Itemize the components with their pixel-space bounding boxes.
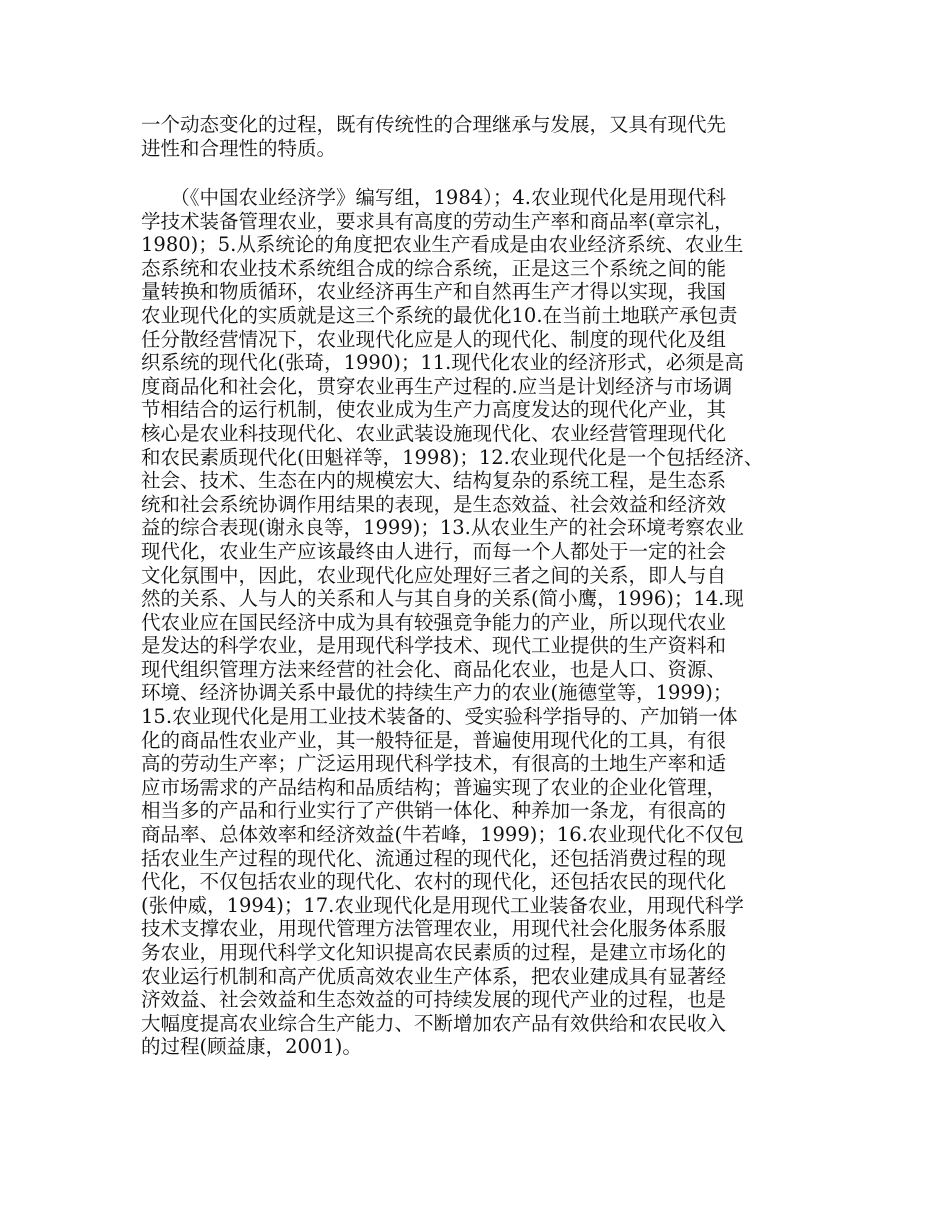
text-line: 应市场需求的产品结构和品质结构；普遍实现了农业的企业化管理， <box>141 775 727 799</box>
text-line: 括农业生产过程的现代化、流通过程的现代化，还包括消费过程的现 <box>141 846 727 870</box>
text-line: 现代组织管理方法来经营的社会化、商品化农业，也是人口、资源、 <box>141 657 727 681</box>
text-line: 社会、技术、生态在内的规模宏大、结构复杂的系统工程，是生态系 <box>141 469 727 493</box>
text-line: 任分散经营情况下，农业现代化应是人的现代化、制度的现代化及组 <box>141 327 727 351</box>
text-line: 务农业，用现代科学文化知识提高农民素质的过程，是建立市场化的 <box>141 941 727 964</box>
text-line: 态系统和农业技术系统组合成的综合系统，正是这三个系统之间的能 <box>141 256 727 280</box>
text-line: 现代化，农业生产应该最终由人进行，而每一个人都处于一定的社会 <box>141 539 727 563</box>
text-line: 一个动态变化的过程，既有传统性的合理继承与发展，又具有现代先 <box>141 113 727 136</box>
text-line: 技术支撑农业，用现代管理方法管理农业，用现代社会化服务体系服 <box>141 917 727 941</box>
text-line: 代化，不仅包括农业的现代化、农村的现代化，还包括农民的现代化 <box>141 870 727 894</box>
text-line: 代农业应在国民经济中成为具有较强竞争能力的产业，所以现代农业 <box>141 610 727 634</box>
text-line: 量转换和物质循环，农业经济再生产和自然再生产才得以实现，我国 <box>141 280 727 304</box>
text-line: （《中国农业经济学》编写组，1984）；4.农业现代化是用现代科 <box>141 186 726 209</box>
text-line: 核心是农业科技现代化、农业武装设施现代化、农业经营管理现代化 <box>141 421 727 445</box>
paragraph-1 <box>141 113 813 160</box>
paragraph-2 <box>141 186 813 1059</box>
text-line: 济效益、社会效益和生态效益的可持续发展的现代产业的过程，也是 <box>141 988 727 1012</box>
text-line: 益的综合表现(谢永良等，1999)；13.从农业生产的社会环境考察农业 <box>141 516 744 540</box>
text-line: 商品率、总体效率和经济效益(牛若峰，1999)；16.农业现代化不仅包 <box>141 823 744 847</box>
text-line: 文化氛围中，因此，农业现代化应处理好三者之间的关系，即人与自 <box>141 563 727 587</box>
text-line: 化的商品性农业产业，其一般特征是，普遍使用现代化的工具，有很 <box>141 728 727 752</box>
text-line: 1980)；5.从系统论的角度把农业生产看成是由农业经济系统、农业生 <box>141 233 744 257</box>
text-line: 15.农业现代化是用工业技术装备的、受实验科学指导的、产加销一体 <box>141 705 738 729</box>
text-line: 环境、经济协调关系中最优的持续生产力的农业(施德堂等，1999)； <box>141 681 733 705</box>
text-line: 进性和合理性的特质。 <box>141 136 337 160</box>
text-line: 和农民素质现代化(田魁祥等，1998)；12.农业现代化是一个包括经济、 <box>141 445 764 469</box>
text-line: 学技术装备管理农业，要求具有高度的劳动生产率和商品率(章宗礼， <box>141 209 734 233</box>
text-line: 高的劳动生产率；广泛运用现代科学技术，有很高的土地生产率和适 <box>141 752 727 776</box>
text-line: 织系统的现代化(张琦，1990)；11.现代化农业的经济形式，必须是高 <box>141 351 744 375</box>
text-line: 统和社会系统协调作用结果的表现，是生态效益、社会效益和经济效 <box>141 492 727 516</box>
text-line: 农业运行机制和高产优质高效农业生产体系，把农业建成具有显著经 <box>141 964 727 988</box>
text-line: 相当多的产品和行业实行了产供销一体化、种养加一条龙，有很高的 <box>141 799 727 823</box>
text-line: 度商品化和社会化，贯穿农业再生产过程的.应当是计划经济与市场调 <box>141 374 733 398</box>
text-line: 农业现代化的实质就是这三个系统的最优化10.在当前土地联产承包责 <box>141 303 738 327</box>
text-line: 然的关系、人与人的关系和人与其自身的关系(简小鹰，1996)；14.现 <box>141 587 744 611</box>
text-line: 大幅度提高农业综合生产能力、不断增加农产品有效供给和农民收入 <box>141 1011 727 1035</box>
text-line: (张仲威，1994)；17.农业现代化是用现代工业装备农业，用现代科学 <box>141 893 744 917</box>
text-line: 是发达的科学农业，是用现代科学技术、现代工业提供的生产资料和 <box>141 634 727 658</box>
text-line: 节相结合的运行机制，使农业成为生产力高度发达的现代化产业，其 <box>141 398 727 422</box>
text-line: 的过程(顾益康，2001)。 <box>141 1035 362 1059</box>
